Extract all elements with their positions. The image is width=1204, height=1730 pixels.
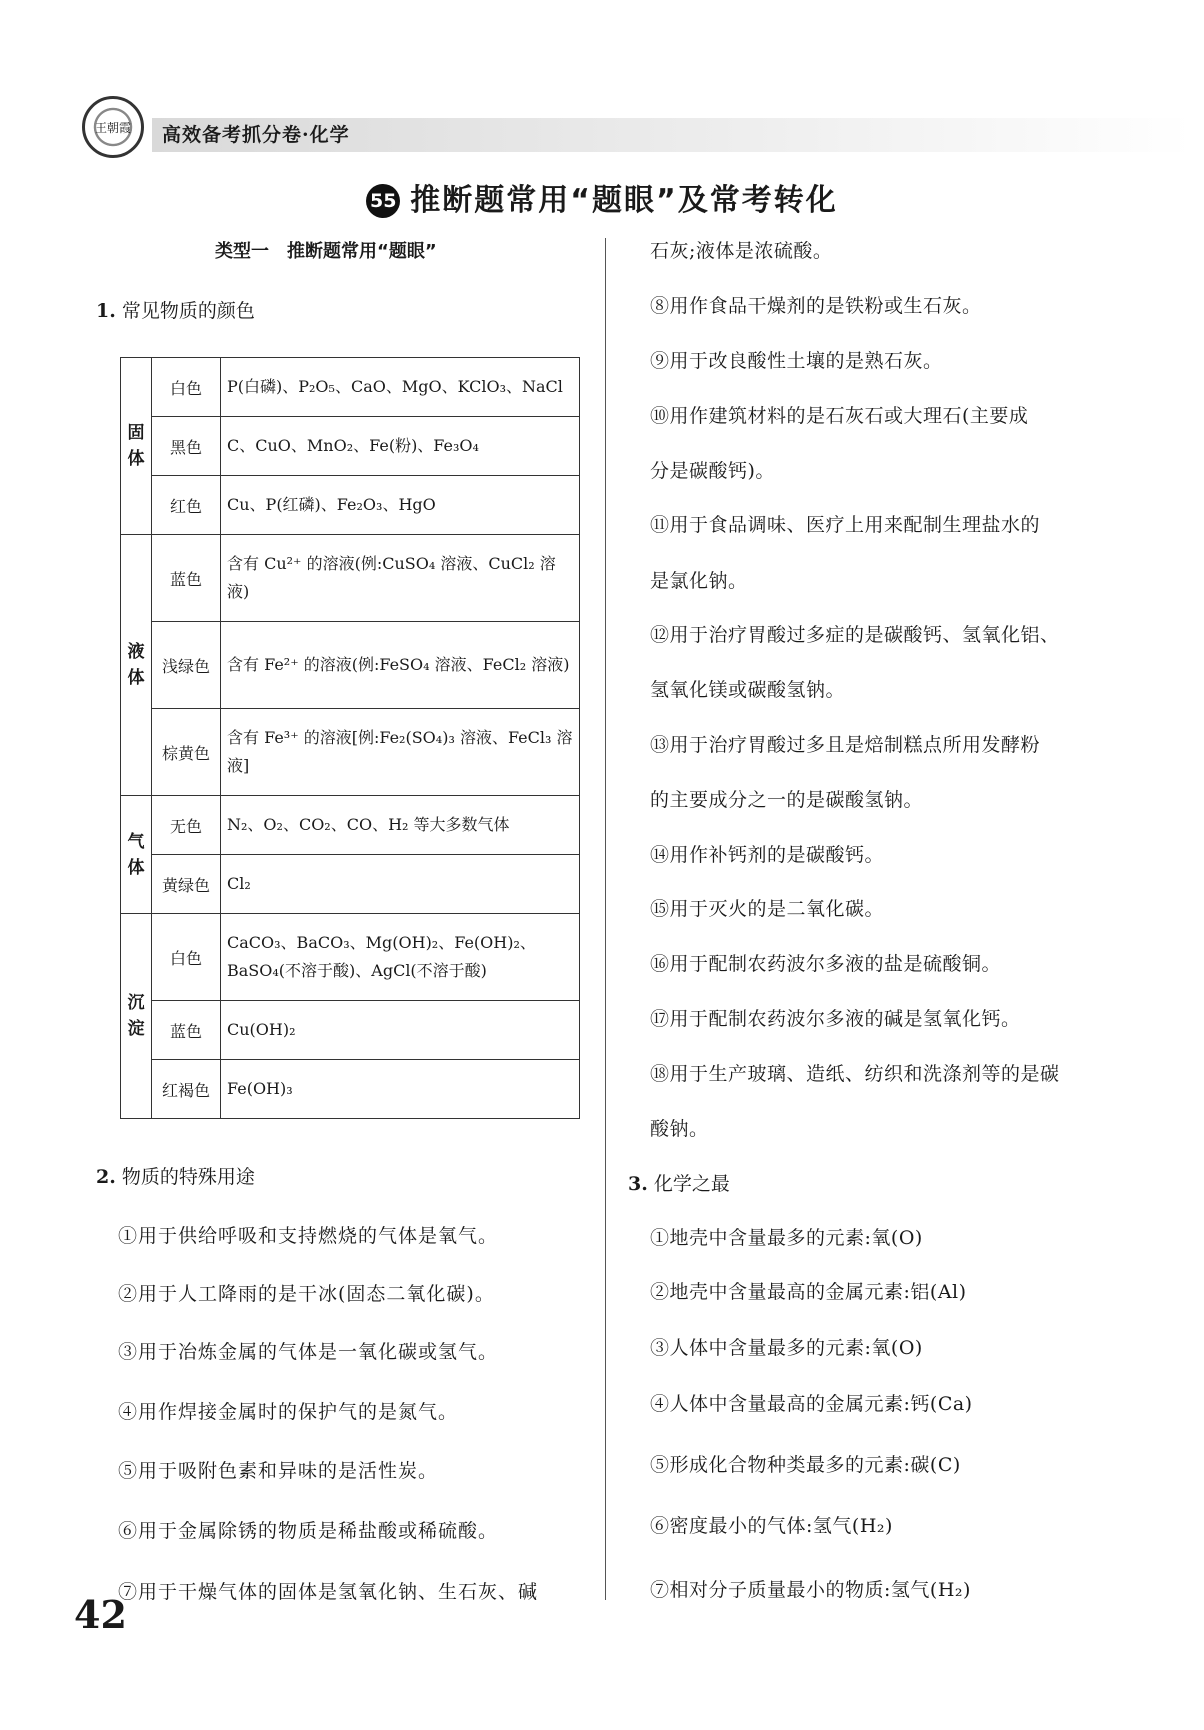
- category-cell: 液体: [121, 535, 152, 796]
- section-1-text: 常见物质的颜色: [121, 300, 255, 322]
- section-2-title: [96, 1162, 255, 1189]
- page-number: 42: [74, 1592, 127, 1637]
- desc-cell: Cu、P(红磷)、Fe₂O₃、HgO: [221, 476, 580, 535]
- list-item: ⑦相对分子质量最小的物质:氢气(H₂): [650, 1579, 971, 1601]
- color-cell: 蓝色: [152, 1001, 221, 1060]
- list-item: ⑧用作食品干燥剂的是铁粉或生石灰。: [650, 295, 982, 317]
- color-cell: 白色: [152, 358, 221, 417]
- color-cell: 红色: [152, 476, 221, 535]
- list-item: ⑱用于生产玻璃、造纸、纺织和洗涤剂等的是碳: [650, 1063, 1060, 1085]
- section-3-text: 化学之最: [653, 1173, 730, 1195]
- list-item: ⑯用于配制农药波尔多液的盐是硫酸铜。: [650, 953, 1002, 975]
- desc-cell: C、CuO、MnO₂、Fe(粉)、Fe₃O₄: [221, 417, 580, 476]
- seal-text: 王朝霞: [94, 121, 131, 135]
- logo-seal: [82, 96, 144, 158]
- color-cell: 浅绿色: [152, 622, 221, 709]
- desc-cell: Cu(OH)₂: [221, 1001, 580, 1060]
- desc-cell: 含有 Fe²⁺ 的溶液(例:FeSO₄ 溶液、FeCl₂ 溶液): [221, 622, 580, 709]
- list-item: ⑮用于灭火的是二氧化碳。: [650, 898, 885, 920]
- section-3-num: 3.: [628, 1173, 648, 1195]
- color-cell: 白色: [152, 914, 221, 1001]
- color-cell: 蓝色: [152, 535, 221, 622]
- title-number-badge: 55: [366, 184, 400, 218]
- list-item: ⑰用于配制农药波尔多液的碱是氢氧化钙。: [650, 1008, 1021, 1030]
- section-3-title: [628, 1169, 730, 1196]
- section-1-num: 1.: [96, 300, 116, 322]
- list-item: ⑬用于治疗胃酸过多且是焙制糕点所用发酵粉: [650, 734, 1041, 756]
- table-row: [121, 476, 580, 535]
- list-item: ④人体中含量最高的金属元素:钙(Ca): [650, 1393, 973, 1415]
- list-item: ①地壳中含量最多的元素:氧(O): [650, 1227, 923, 1249]
- desc-cell: CaCO₃、BaCO₃、Mg(OH)₂、Fe(OH)₂、BaSO₄(不溶于酸)、AgCl(不溶于酸): [221, 914, 580, 1001]
- list-item: ⑭用作补钙剂的是碳酸钙。: [650, 844, 885, 866]
- list-item: 的主要成分之一的是碳酸氢钠。: [650, 789, 924, 811]
- list-item: ⑦用于干燥气体的固体是氢氧化钠、生石灰、碱: [118, 1581, 539, 1603]
- table-row: [121, 796, 580, 855]
- list-item: ⑤形成化合物种类最多的元素:碳(C): [650, 1454, 961, 1476]
- desc-cell: Cl₂: [221, 855, 580, 914]
- list-item: ⑩用作建筑材料的是石灰石或大理石(主要成: [650, 405, 1029, 427]
- section-2-num: 2.: [96, 1166, 116, 1188]
- desc-cell: P(白磷)、P₂O₅、CaO、MgO、KClO₃、NaCl: [221, 358, 580, 417]
- list-item: ⑨用于改良酸性土壤的是熟石灰。: [650, 350, 943, 372]
- table-row: [121, 1060, 580, 1119]
- page-title-text: 推断题常用“题眼”及常考转化: [410, 183, 838, 218]
- desc-cell: N₂、O₂、CO₂、CO、H₂ 等大多数气体: [221, 796, 580, 855]
- table-row: [121, 417, 580, 476]
- color-cell: 黑色: [152, 417, 221, 476]
- table-row: [121, 1001, 580, 1060]
- table-row: [121, 535, 580, 622]
- list-item: 氢氧化镁或碳酸氢钠。: [650, 679, 846, 701]
- color-cell: 棕黄色: [152, 709, 221, 796]
- table-row: [121, 709, 580, 796]
- color-cell: 黄绿色: [152, 855, 221, 914]
- header-title: 高效备考抓分卷·化学: [162, 124, 350, 146]
- list-item: 是氯化钠。: [650, 570, 748, 592]
- page-title: [0, 175, 1204, 219]
- category-cell: 固体: [121, 358, 152, 535]
- section-2-text: 物质的特殊用途: [121, 1166, 255, 1188]
- list-item: ⑥密度最小的气体:氢气(H₂): [650, 1515, 893, 1537]
- section-1-title: [96, 296, 255, 323]
- list-item: ②地壳中含量最高的金属元素:铝(Al): [650, 1281, 967, 1303]
- type-heading: 类型一 推断题常用“题眼”: [215, 241, 437, 262]
- table-row: [121, 914, 580, 1001]
- list-item: 分是碳酸钙)。: [650, 460, 775, 482]
- list-item: ⑫用于治疗胃酸过多症的是碳酸钙、氢氧化铝、: [650, 624, 1060, 646]
- color-cell: 无色: [152, 796, 221, 855]
- list-item: ③用于冶炼金属的气体是一氧化碳或氢气。: [118, 1341, 499, 1363]
- table-row: [121, 855, 580, 914]
- table-row: [121, 622, 580, 709]
- category-cell: 气体: [121, 796, 152, 914]
- list-item: 石灰;液体是浓硫酸。: [650, 240, 833, 262]
- list-item: ③人体中含量最多的元素:氧(O): [650, 1337, 923, 1359]
- table-row: [121, 358, 580, 417]
- list-item: 酸钠。: [650, 1118, 709, 1140]
- list-item: ④用作焊接金属时的保护气的是氮气。: [118, 1401, 459, 1423]
- list-item: ①用于供给呼吸和支持燃烧的气体是氧气。: [118, 1225, 499, 1247]
- color-table: [120, 357, 580, 1119]
- desc-cell: 含有 Fe³⁺ 的溶液[例:Fe₂(SO₄)₃ 溶液、FeCl₃ 溶液]: [221, 709, 580, 796]
- column-divider: [605, 238, 606, 1600]
- desc-cell: 含有 Cu²⁺ 的溶液(例:CuSO₄ 溶液、CuCl₂ 溶液): [221, 535, 580, 622]
- color-cell: 红褐色: [152, 1060, 221, 1119]
- list-item: ②用于人工降雨的是干冰(固态二氧化碳)。: [118, 1283, 495, 1305]
- category-cell: 沉淀: [121, 914, 152, 1119]
- list-item: ⑪用于食品调味、医疗上用来配制生理盐水的: [650, 514, 1041, 536]
- list-item: ⑥用于金属除锈的物质是稀盐酸或稀硫酸。: [118, 1520, 499, 1542]
- list-item: ⑤用于吸附色素和异味的是活性炭。: [118, 1460, 439, 1482]
- desc-cell: Fe(OH)₃: [221, 1060, 580, 1119]
